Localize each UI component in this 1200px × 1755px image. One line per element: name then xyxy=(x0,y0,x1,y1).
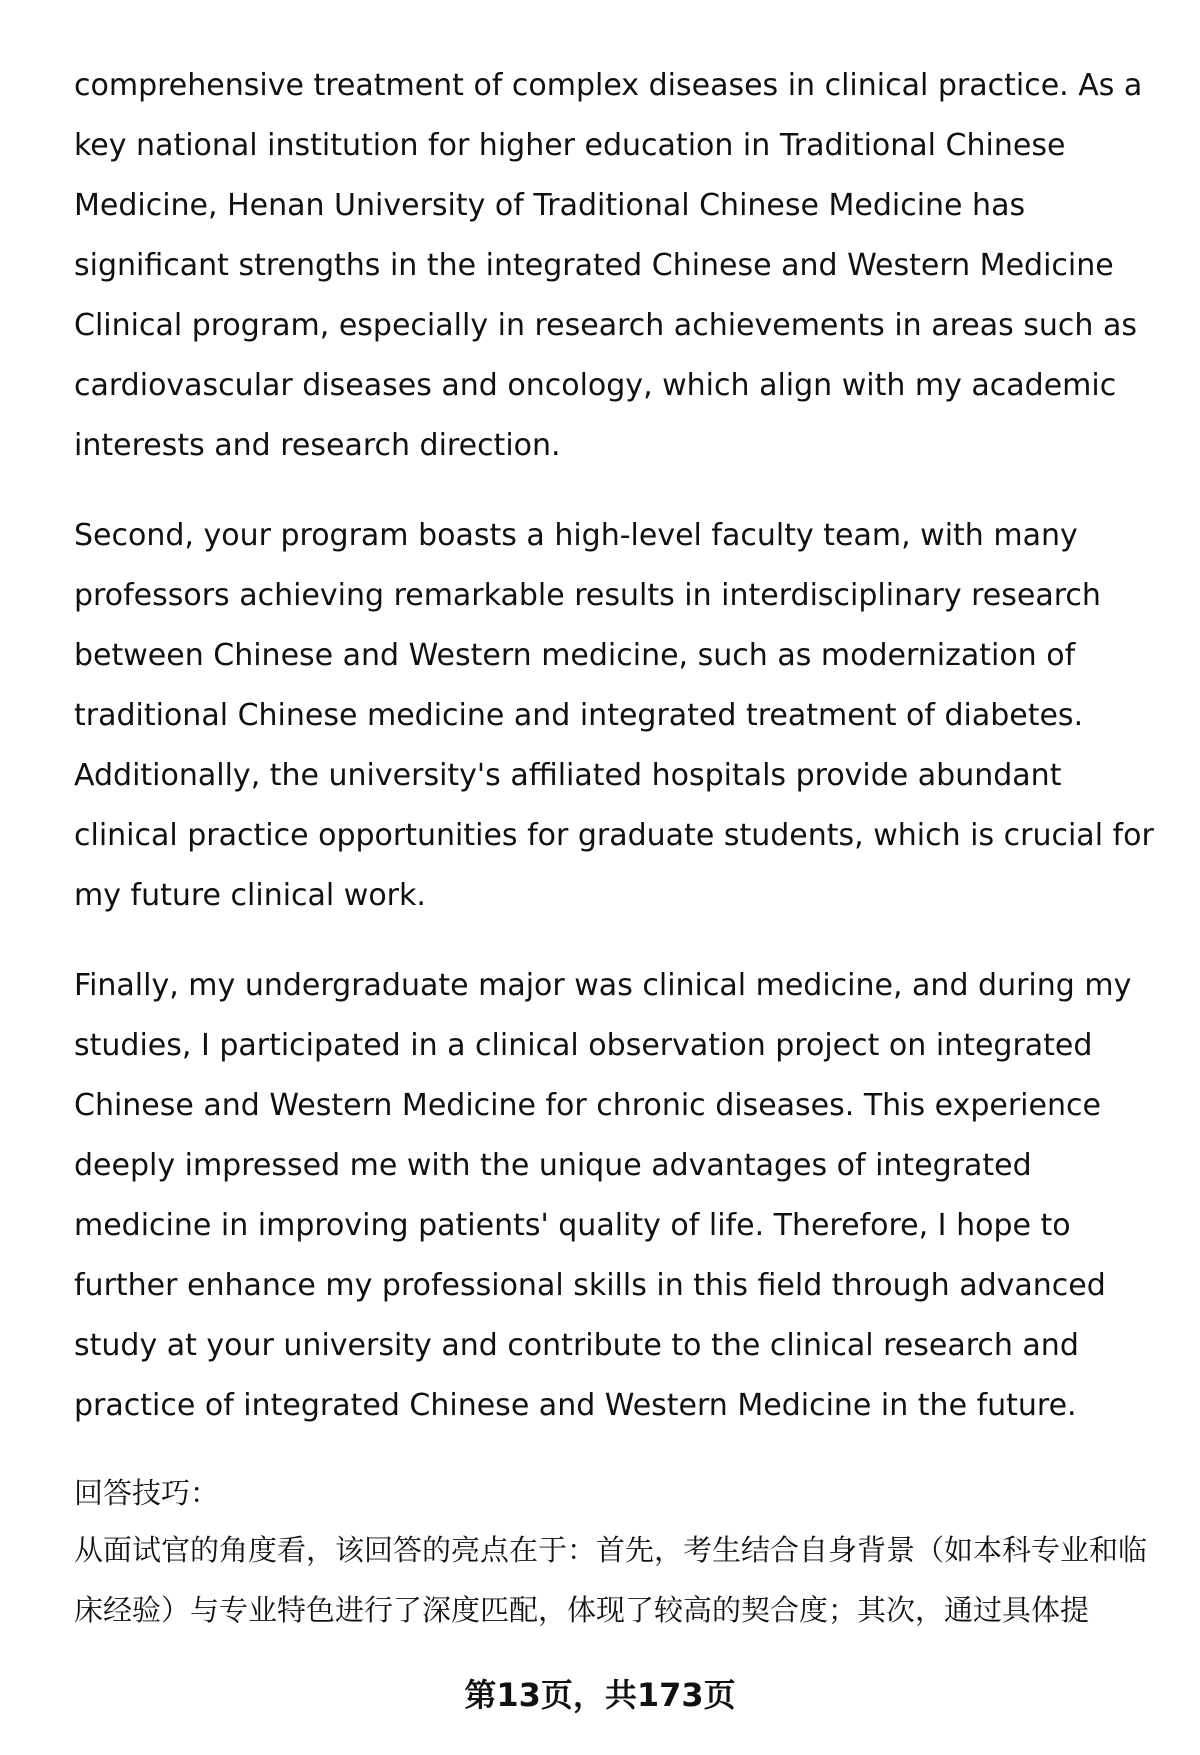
tips-body: 从面试官的角度看，该回答的亮点在于：首先，考生结合自身背景（如本科专业和临床经验）与专业特色进行了深度匹配，体现了较高的契合度；其次，通过具体提 xyxy=(74,1533,1148,1627)
paragraph-2: Second, your program boasts a high-level faculty team, with many professors achieving remarkable results in interdisciplinary research between Chinese and Western medicine, such as modernization of traditional Chinese medicine and integrated treatment of diabetes. Additionally, the university's affiliated hospitals provide abundant clinical practice opportunities for graduate students, which is crucial for my future clinical work. xyxy=(74,518,1154,913)
paragraph-1: comprehensive treatment of complex diseases in clinical practice. As a key national institution for higher education in Traditional Chinese Medicine, Henan University of Traditional Chinese Medicine has significant strengths in the integrated Chinese and Western Medicine Clinical program, especially in research achievements in areas such as cardiovascular diseases and oncology, which align with my academic interests and research direction. xyxy=(74,68,1143,463)
page-number-footer: 第13页，共173页 xyxy=(464,1676,736,1714)
paragraph-3: Finally, my undergraduate major was clinical medicine, and during my studies, I participated in a clinical observation project on integrated Chinese and Western Medicine for chronic diseases. This experience deeply impressed me with the unique advantages of integrated medicine in improving patients' quality of life. Therefore, I hope to further enhance my professional skills in this field through advanced study at your university and contribute to the clinical research and practice of integrated Chinese and Western Medicine in the future. xyxy=(74,968,1132,1423)
tips-heading: 回答技巧： xyxy=(74,1476,220,1510)
document-page xyxy=(74,56,1166,1640)
